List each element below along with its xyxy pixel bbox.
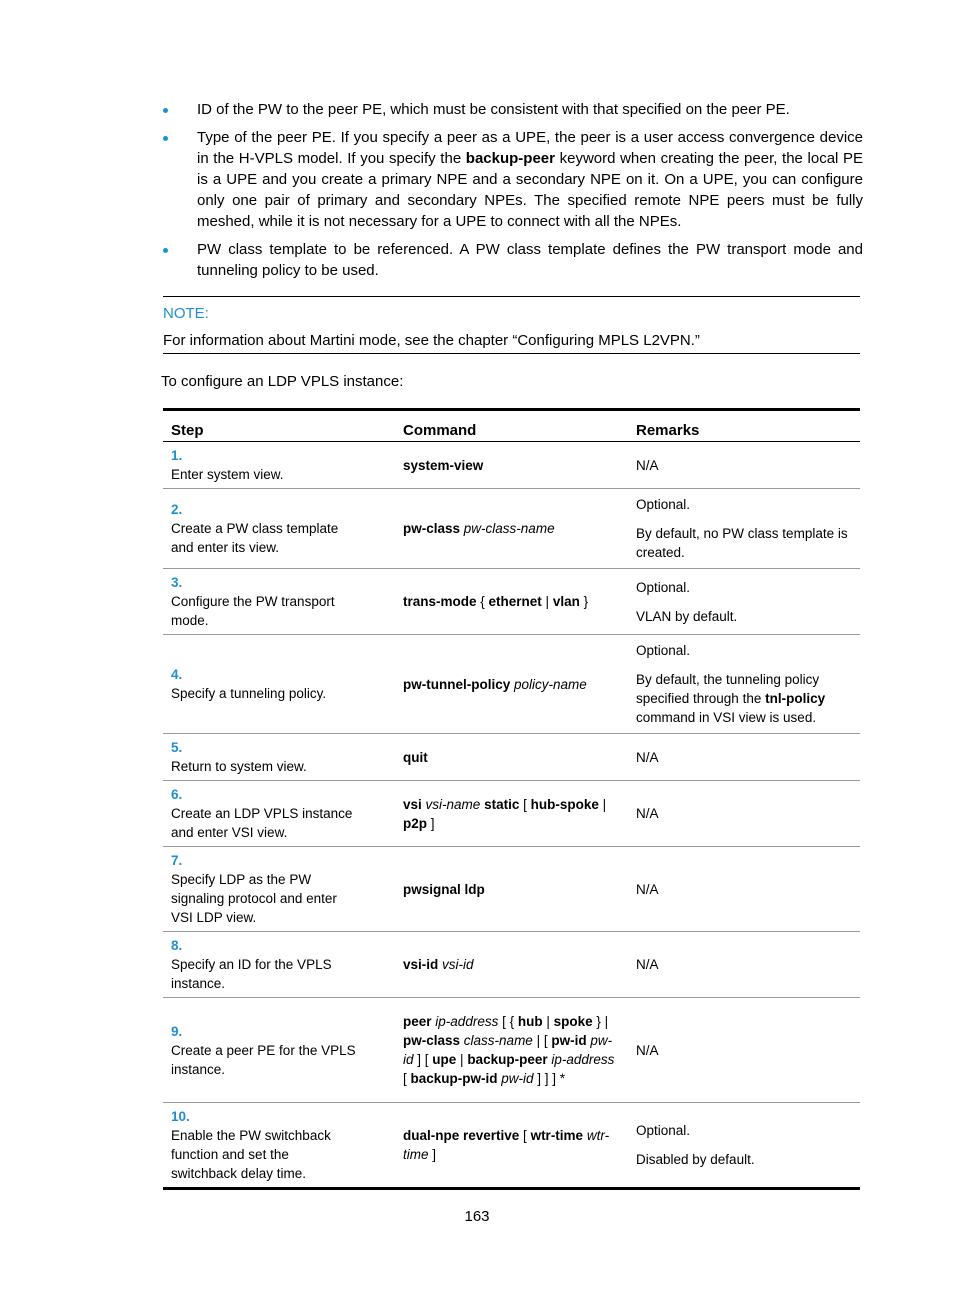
command-cell xyxy=(395,635,628,734)
argument-italic: wtr-time xyxy=(403,1128,610,1162)
remark-line: N/A xyxy=(636,1042,659,1058)
step-cell xyxy=(163,781,395,847)
text-span: keyword when creating the peer, the local PE is a UPE and you create a primary NPE and a secondary NPE on it. On a UPE, you can configure only one pair of primary and secondary NPEs. The specified remote NPE peers must be fully meshed, while it is not necessary for a UPE to connect with all the NPEs. xyxy=(197,150,863,230)
step-cell xyxy=(163,847,395,932)
table-header-row xyxy=(163,410,860,442)
remark-line: Optional. xyxy=(636,497,691,512)
table-row xyxy=(163,781,860,847)
text-span: By default, the tunneling policy specified through the xyxy=(636,672,820,706)
command-cell xyxy=(395,781,628,847)
step-number: 3. xyxy=(171,575,183,590)
bullet-list xyxy=(163,99,863,288)
keyword-bold: trans-mode xyxy=(403,594,477,609)
remark-line: Optional. xyxy=(636,579,691,595)
remark-line: VLAN by default. xyxy=(636,608,738,624)
command-cell xyxy=(395,489,628,569)
text-span: command in VSI view is used. xyxy=(636,710,817,725)
step-cell xyxy=(163,932,395,998)
step-description: Create a peer PE for the VPLS instance. xyxy=(171,1042,356,1077)
step-number: 8. xyxy=(171,938,183,953)
text-span: | xyxy=(541,594,553,609)
text-span: [ { xyxy=(498,1014,518,1029)
keyword-bold: ethernet xyxy=(488,594,542,609)
remarks-cell xyxy=(628,932,860,998)
remarks-cell xyxy=(628,734,860,781)
keyword-bold: system-view xyxy=(403,457,484,473)
step-cell xyxy=(163,489,395,569)
keyword-bold: wtr-time xyxy=(530,1128,584,1143)
remarks-cell xyxy=(628,569,860,635)
text-span: [ xyxy=(519,1128,531,1143)
text-span: ] xyxy=(428,1147,437,1162)
remark-line: N/A xyxy=(636,749,659,765)
keyword-bold: hub xyxy=(517,1014,543,1029)
remark-line xyxy=(636,668,852,729)
command-cell xyxy=(395,847,628,932)
step-description: Create an LDP VPLS instance and enter VSI view. xyxy=(171,806,353,840)
command-cell xyxy=(395,932,628,998)
keyword-bold: dual-npe revertive xyxy=(403,1128,520,1143)
step-number: 5. xyxy=(171,740,183,755)
command-cell xyxy=(395,1103,628,1189)
step-number: 10. xyxy=(171,1109,190,1124)
remark-line: Optional. xyxy=(636,643,691,658)
bullet-item xyxy=(163,127,863,232)
command-cell xyxy=(395,998,628,1103)
config-steps-table xyxy=(163,408,860,1190)
keyword-bold: upe xyxy=(432,1052,457,1067)
text-span: [ xyxy=(403,1071,411,1086)
bullet-dot-icon xyxy=(163,248,168,253)
step-cell xyxy=(163,734,395,781)
argument-italic: vsi-id xyxy=(442,957,474,972)
keyword-bold: vlan xyxy=(552,594,580,609)
keyword-bold: backup-peer xyxy=(467,1052,548,1067)
command-cell xyxy=(395,734,628,781)
step-description: Configure the PW transport mode. xyxy=(171,594,335,628)
argument-italic: class-name xyxy=(463,1033,533,1048)
intro-text: To configure an LDP VPLS instance: xyxy=(161,373,404,390)
text-span: } | xyxy=(592,1014,609,1029)
step-description: Specify LDP as the PW signaling protocol and enter VSI LDP view. xyxy=(171,872,337,925)
note-box xyxy=(163,296,860,354)
step-number: 7. xyxy=(171,853,183,868)
remarks-cell xyxy=(628,781,860,847)
remarks-cell xyxy=(628,635,860,734)
argument-italic: pw-id xyxy=(501,1071,534,1086)
table-body xyxy=(163,442,860,1189)
remark-line: N/A xyxy=(636,957,659,972)
step-description: Enable the PW switchback function and set the switchback delay time. xyxy=(171,1128,331,1181)
keyword-bold: pw-class xyxy=(403,1033,461,1048)
header-remarks: Remarks xyxy=(628,410,860,442)
header-step: Step xyxy=(163,410,395,442)
remarks-cell xyxy=(628,847,860,932)
step-number: 1. xyxy=(171,448,183,463)
step-cell xyxy=(163,1103,395,1189)
text-span: | [ xyxy=(532,1033,552,1048)
keyword-bold: vsi xyxy=(403,796,422,812)
table-row xyxy=(163,932,860,998)
keyword-bold: hub-spoke xyxy=(530,796,599,812)
page-number: 163 xyxy=(464,1208,490,1225)
note-text: For information about Martini mode, see the chapter “Configuring MPLS L2VPN.” xyxy=(163,332,700,349)
step-cell xyxy=(163,998,395,1103)
remark-line: By default, no PW class template is created. xyxy=(636,526,848,560)
text-span: ID of the PW to the peer PE, which must be consistent with that specified on the peer PE. xyxy=(197,101,790,118)
text-span: [ xyxy=(519,796,531,812)
keyword-bold: backup-pw-id xyxy=(410,1071,498,1086)
keyword-bold: vsi-id xyxy=(403,957,439,972)
command-cell xyxy=(395,569,628,635)
bullet-item xyxy=(163,99,863,120)
table-row xyxy=(163,847,860,932)
step-number: 6. xyxy=(171,787,183,802)
step-cell xyxy=(163,569,395,635)
bullet-dot-icon xyxy=(163,136,168,141)
step-description: Specify a tunneling policy. xyxy=(171,686,327,701)
argument-italic: pw-class-name xyxy=(463,521,555,536)
step-number: 2. xyxy=(171,502,183,517)
argument-italic: ip-address xyxy=(435,1014,499,1029)
note-label: NOTE: xyxy=(163,305,209,322)
step-number: 9. xyxy=(171,1023,183,1039)
remarks-cell xyxy=(628,1103,860,1189)
remark-line: Disabled by default. xyxy=(636,1152,755,1167)
keyword-bold: tnl-policy xyxy=(765,691,826,706)
table-row xyxy=(163,489,860,569)
text-span: ] [ xyxy=(413,1052,433,1067)
step-description: Return to system view. xyxy=(171,759,307,774)
keyword-bold: pw-tunnel-policy xyxy=(403,676,511,692)
text-span: ] xyxy=(427,815,435,831)
step-description: Specify an ID for the VPLS instance. xyxy=(171,957,332,991)
keyword-bold: quit xyxy=(403,749,428,765)
text-span: ] ] ] * xyxy=(533,1071,566,1086)
bullet-text xyxy=(197,101,790,118)
text-span: } xyxy=(579,594,589,609)
table-row xyxy=(163,998,860,1103)
remark-line: N/A xyxy=(636,881,659,897)
table-row xyxy=(163,569,860,635)
argument-italic: policy-name xyxy=(514,676,587,692)
keyword-bold: pw-id xyxy=(551,1033,587,1048)
text-span: | xyxy=(456,1052,468,1067)
table-row xyxy=(163,635,860,734)
text-span: | xyxy=(542,1014,554,1029)
step-cell xyxy=(163,442,395,489)
remarks-cell xyxy=(628,998,860,1103)
keyword-bold: spoke xyxy=(553,1014,593,1029)
remark-line: Optional. xyxy=(636,1123,691,1138)
bullet-item xyxy=(163,239,863,281)
keyword-bold: peer xyxy=(403,1014,432,1029)
text-span: PW class template to be referenced. A PW class template defines the PW transport mode and tunneling policy to be used. xyxy=(197,241,863,279)
keyword-bold: static xyxy=(484,796,520,812)
step-description: Create a PW class template and enter its view. xyxy=(171,521,339,555)
remark-line: N/A xyxy=(636,806,659,821)
table-row xyxy=(163,734,860,781)
table-row xyxy=(163,1103,860,1189)
text-span: Type of the peer PE. If you specify a peer as a UPE, the peer is a user access convergence device in the H-VPLS model. If you specify the xyxy=(197,129,863,167)
keyword-bold: pwsignal ldp xyxy=(403,881,485,897)
remarks-cell xyxy=(628,442,860,489)
keyword-bold: pw-class xyxy=(403,521,461,536)
step-description: Enter system view. xyxy=(171,467,284,482)
table-row xyxy=(163,442,860,489)
step-number: 4. xyxy=(171,667,183,682)
argument-italic: ip-address xyxy=(551,1052,615,1067)
text-span: | xyxy=(598,796,607,812)
step-cell xyxy=(163,635,395,734)
argument-italic: pw-id xyxy=(403,1033,613,1067)
remarks-cell xyxy=(628,489,860,569)
bullet-text xyxy=(197,241,863,279)
text-span: { xyxy=(476,594,489,609)
bullet-text xyxy=(197,129,863,230)
keyword-bold: p2p xyxy=(403,815,428,831)
remark-line: N/A xyxy=(636,457,659,473)
keyword-bold: backup-peer xyxy=(465,150,555,167)
bullet-dot-icon xyxy=(163,108,168,113)
command-cell xyxy=(395,442,628,489)
argument-italic: vsi-name xyxy=(425,796,481,812)
header-command: Command xyxy=(395,410,628,442)
